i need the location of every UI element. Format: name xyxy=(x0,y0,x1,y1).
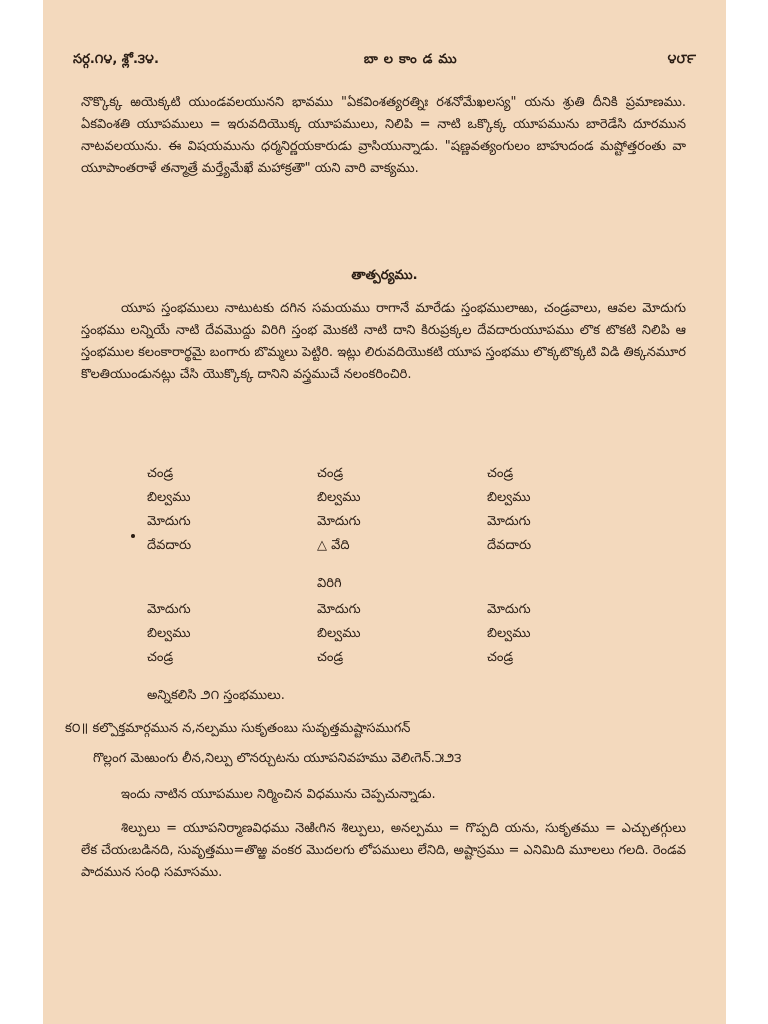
grid-cell: చండ్ర xyxy=(317,650,344,665)
commentary-paragraph-2: యూప స్తంభములు నాటుటకు దగిన సమయము రాగానే మారేడు స్తంభములాఱు, చండ్రవాలు, ఆవల మోదుగు స్తంభము లన్నియే నాటి దేవమొద్దు విరిగి స్తంభ మొకటి నాటి దాని కిరుప్రక్కల దేవదారుయూపము లొక టొకటి నిలిపి ఆ స్తంభముల కలంకారార్థమై బంగారు బొమ్మలు పెట్టిరి. ఇట్లు లిరువదియొకటి యూప స్తంభము లొక్కటొక్కటి విడి తిక్కనమూర కొలతియుండునట్లు చేసి యొక్కొక్క దానిని వస్త్రముచే నలంకరించిరి. xyxy=(81,301,686,382)
page-number: ౪౮౯ xyxy=(667,52,696,67)
pillar-grid-top xyxy=(147,462,577,558)
grid-cell: బిల్వము xyxy=(487,490,531,505)
grid-cell: బిల్వము xyxy=(487,626,531,641)
commentary-paragraph-3: ఇందు నాటిన యూపముల నిర్మించిన విధమును చెప్పచున్నాడు. xyxy=(121,787,436,802)
grid-cell: బిల్వము xyxy=(147,490,191,505)
grid-cell: బిల్వము xyxy=(147,626,191,641)
verse-line-2: గొల్లంగ మెఱుంగు లీన,నిల్పు లొనర్చుటను యూపనివహము వెలిఁగెన్.౫౨౩ xyxy=(93,751,462,766)
grid-cell: చండ్ర xyxy=(487,466,514,481)
grid-cell: మోదుగు xyxy=(487,602,531,617)
grid-cell: మోదుగు xyxy=(317,514,361,529)
page-header xyxy=(73,52,696,70)
commentary-paragraph-4: శిల్పులు = యూపనిర్మాణవిధము నెఱిఁగిన శిల్పులు, అనల్పము = గొప్పది యను, సుకృతము = ఎచ్చుతగ్గులు లేక చేయఁబడినది, సువృత్తము=తొఱ్ఱ వంకర మొదలగు లోపములు లేనిది, అష్టాస్రము = ఎనిమిది మూలలు గలది. రెండవ పాదమున సంధి సమాసము. xyxy=(81,821,686,880)
grid-cell: చండ్ర xyxy=(487,650,514,665)
grid-cell: మోదుగు xyxy=(147,602,191,617)
grid-cell: దేవదారు xyxy=(147,538,192,553)
grid-cell: చండ్ర xyxy=(147,650,174,665)
grid-cell: మోదుగు xyxy=(147,514,191,529)
grid-cell: మోదుగు xyxy=(487,514,531,529)
grid-cell: △ వేది xyxy=(317,538,350,553)
header-title: బాలకాండము xyxy=(363,52,463,67)
grid-mid-label: విరిగి xyxy=(317,576,342,591)
grid-cell: దేవదారు xyxy=(487,538,532,553)
grid-cell: బిల్వము xyxy=(317,490,361,505)
grid-cell: బిల్వము xyxy=(317,626,361,641)
grid-cell: చండ్ర xyxy=(317,466,344,481)
margin-dot xyxy=(131,534,135,538)
pillar-grid-bottom xyxy=(147,598,577,670)
commentary-paragraph-1: నొక్కొక్క ఱయెక్కటి యుండవలయునని భావము "ఏకవింశత్యరత్నిః రశనోమేఖలస్య" యను శ్రుతి దీనికి ప్రమాణము. ఏకవింశతి యూపములు = ఇరువదియొక్క యూపములు, నిలిపి = నాటి ఒక్కొక్క యూపమును బారెడేసి దూరమున నాటవలయును. ఈ విషయమును ధర్మనిర్ణయకారుడు వ్రాసియున్నాడు. "షణ్ణవత్యంగులం బాహుదండ మష్టోత్తరంతు వా యూపాంతరాళే తన్మాత్రే మర్త్యేమేఖే మహాక్రతౌ" యని వారి వాక్యము. xyxy=(81,95,686,176)
header-verse-ref: సర్గ.౧౪, శ్లో.౩౪. xyxy=(73,52,159,67)
book-page xyxy=(43,0,726,1024)
grid-cell: మోదుగు xyxy=(317,602,361,617)
grid-cell: చండ్ర xyxy=(147,466,174,481)
section-heading: తాత్పర్యము. xyxy=(351,268,418,283)
pillar-total-line: అన్నికలిసి ౨౧ స్తంభములు. xyxy=(147,688,285,703)
verse-line-1: క౦॥ కల్పొక్తమార్గమున న,నల్పము సుకృతంబు సువృత్తమష్టాసముగన్ xyxy=(65,721,411,736)
